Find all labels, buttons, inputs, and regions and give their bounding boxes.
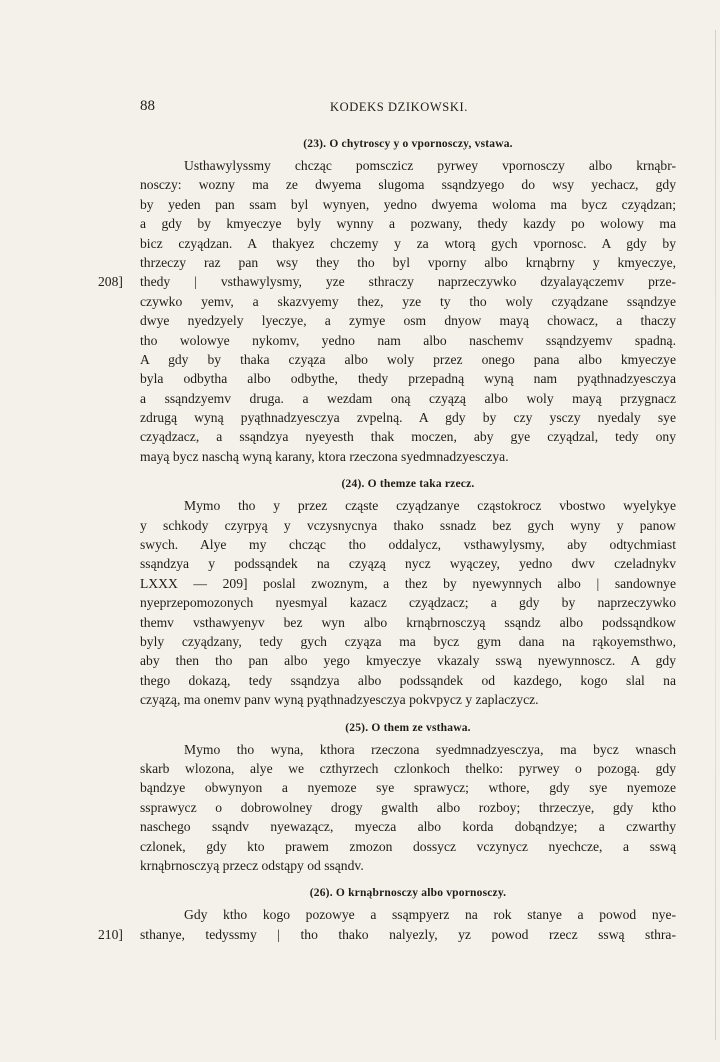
text-line: [140, 905, 676, 924]
text-line-content: thego dokazą, tedy ssąndzya albo podssąndek od kazdego, kogo slal na: [140, 672, 676, 688]
text-line: [140, 427, 676, 446]
text-line-content: czyązą, ma onemv panv wyną pyąthnadzyesczya pokvpycz y zaplaczycz.: [140, 692, 539, 708]
running-title: KODEKS DZIKOWSKI.: [330, 100, 468, 114]
text-line: [98, 925, 676, 944]
text-line-content: aby then tho pan albo yego kmyeczye vkazaly sswą nyewynnoscz. A gdy: [140, 653, 676, 669]
text-line-content: a gdy by kmyeczye byly wynny a pozwany, thedy kazdy po wolowy ma: [140, 216, 676, 232]
text-line-content: Gdy ktho kogo pozowye a ssąmpyerz na rok stanye a powod nye-: [184, 907, 676, 923]
text-line: [140, 369, 676, 388]
text-line: [140, 632, 676, 651]
text-line-content: nosczy: wozny ma ze dwyema slugoma ssąndzyego do wsy yechacz, gdy: [140, 177, 676, 193]
text-line-content: mayą bycz naschą wyną karany, ktora rzeczona syedmnadzyesczya.: [140, 448, 509, 464]
text-line: [140, 778, 676, 797]
text-line-content: swych. Alye my chcząc tho oddalycz, vsthawylysmy, aby odtychmiast: [140, 537, 676, 553]
text-line-content: sthanye, tedyssmy | tho thako nalyezly, yz powod rzecz sswą sthra-: [140, 926, 676, 942]
text-line: [140, 837, 676, 856]
text-line: [140, 214, 676, 233]
section-paragraph: [98, 156, 676, 466]
text-line: [140, 651, 676, 670]
text-line-content: naschego ssąndv nyewazącz, myecza albo korda dobąndzye; a czwarthy: [140, 819, 676, 835]
section-heading: (24). O themze taka rzecz.: [341, 478, 475, 491]
section-heading: (26). O krnąbrnosczy albo vpornosczy.: [309, 887, 507, 900]
page-edge-line: [715, 30, 716, 1040]
text-line: [140, 671, 676, 690]
running-head: [140, 98, 680, 118]
text-line-content: czlonek, gdy kto prawem zmozon dossycz vczynycz nyechcze, a sswą: [140, 838, 676, 854]
text-line-content: LXXX — 209] poslal zwoznym, a thez by nyewynnych albo | sandownye: [140, 575, 676, 591]
text-line-content: Usthawylyssmy chcząc pomsczicz pyrwey vpornosczy albo krnąbr-: [184, 158, 676, 173]
text-line: [140, 554, 676, 573]
text-line-content: nyeprzepomozonych nyesmyal kazacz czyądzacz; a gdy by naprzeczywko: [140, 595, 676, 611]
text-line: [140, 817, 676, 836]
text-line: [140, 311, 676, 330]
text-line-content: A gdy by thaka czyąza albo woly przez onego pana albo kmyeczye: [140, 351, 676, 367]
text-line: [140, 798, 676, 817]
text-line-content: byla odbytha albo odbythe, thedy przepadną wyną nam pyąthnadzyesczya: [140, 371, 676, 387]
text-line-content: byly czyądzany, tedy gych czyąza ma bycz gym dana na rąkoyemsthwo,: [140, 633, 676, 649]
text-line-content: tho wolowye nykomv, yedno nam albo naschemv ssąndzyemv spadną.: [140, 332, 676, 348]
section-heading: (23). O chytroscy y o vpornosczy, vstawa.: [303, 138, 513, 150]
section-heading: (25). O them ze vsthawa.: [345, 721, 471, 734]
text-line-content: czyądzacz, a ssąndzya nyeyesth thak moczen, aby gye czyądzal, tedy ony: [140, 429, 676, 445]
text-line-content: themv vsthawyenyv bez wyn albo krnąbrnosczyą ssąndz albo podssąndkow: [140, 614, 676, 630]
section-paragraph: [140, 740, 676, 876]
text-line: [140, 593, 676, 612]
text-line: [140, 516, 676, 535]
text-block: [98, 132, 676, 950]
margin-folio-number: 210]: [98, 926, 123, 942]
text-line-content: thrzeczy raz pan wsy they tho byl vporny albo krnąbrny y kmyeczye,: [140, 254, 676, 270]
text-line-content: zdrugą wyną pyąthnadzyesczya zvpelną. A gdy by czy ysczy nyedaly sye: [140, 410, 676, 426]
text-line-content: Mymo tho y przez cząste czyądzanye cząstokrocz vbostwo wyelykye: [184, 498, 676, 514]
text-line: [140, 759, 676, 778]
text-line-content: czywko yemv, a skazvyemy thez, yze ty tho woly czyądzane ssąndzye: [140, 293, 676, 309]
text-line: [140, 496, 676, 515]
text-line: [140, 331, 676, 350]
text-line: [140, 389, 676, 408]
text-line-content: Mymo tho wyna, kthora rzeczona syedmnadzyesczya, ma bycz wnasch: [184, 741, 676, 757]
section-paragraph: [140, 496, 676, 709]
text-line: [140, 175, 676, 194]
text-line-content: y schkody czyrpyą y vczysnycnya thako ssnadz bez gych wyny y panow: [140, 517, 676, 533]
text-line: [140, 447, 676, 466]
text-line-content: dwye nyedzyely lyeczye, a zymye osm dnyow mayą chowacz, a thaczy: [140, 313, 676, 329]
text-line: [140, 350, 676, 369]
text-line: [140, 253, 676, 272]
text-line-content: thedy | vsthawylysmy, yze sthraczy naprzeczywko dzyalayączemv prze-: [140, 274, 676, 290]
text-line: [140, 156, 676, 175]
text-line-content: skarb wlozona, alye we czthyrzech czlonkoch thelko: pyrwey o pozogą. gdy: [140, 760, 676, 776]
text-line-content: bąndzye obwynyon a nyemoze sye sprawycz; wthore, gdy sye nyemoze: [140, 780, 676, 796]
text-line: [140, 195, 676, 214]
text-line-content: ssąndzya y podssąndek na czyązą nycz wyączey, yedno dwv czeladnykv: [140, 556, 676, 572]
margin-folio-number: 208]: [98, 274, 123, 290]
text-line: [140, 292, 676, 311]
text-line-content: bicz czyądzan. A thakyez chczemy y za wtorą gych vpornosc. A gdy by: [140, 235, 676, 251]
text-line: [140, 535, 676, 554]
text-line: [140, 740, 676, 759]
section-paragraph: [98, 905, 676, 944]
text-line-content: a ssąndzyemv druga. a wezdam oną czyązą albo woly mayą przygnacz: [140, 390, 676, 406]
text-line-content: by yeden pan ssam byl wynyen, yedno dwyema woloma ma bycz czyądzan;: [140, 196, 676, 212]
text-line: [98, 272, 676, 291]
text-line: [140, 408, 676, 427]
page-number: 88: [140, 98, 155, 114]
text-line: [140, 613, 676, 632]
text-line: [140, 234, 676, 253]
text-line-content: krnąbrnosczyą przecz odstąpy od ssąndv.: [140, 857, 364, 873]
text-line: [140, 856, 676, 875]
text-line: [140, 574, 676, 593]
text-line: [140, 690, 676, 709]
text-line-content: ssprawycz o dobrowolney drogy gwalth albo rozboy; thrzeczye, gdy ktho: [140, 799, 676, 815]
